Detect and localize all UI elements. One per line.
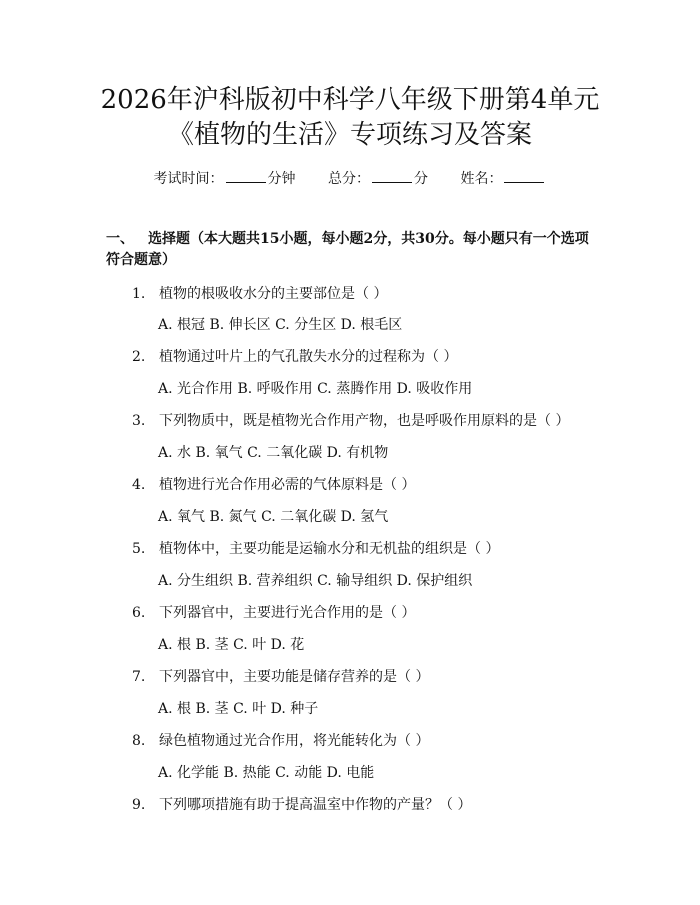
exam-info <box>0 168 700 189</box>
section-number: 一、 <box>106 231 134 247</box>
question-4 <box>132 475 612 495</box>
question-number: 2. <box>132 349 146 365</box>
question-text: 植物体中，主要功能是运输水分和无机盐的组织是（ ） <box>159 541 500 557</box>
question-4-options: A. 氧气 B. 氮气 C. 二氧化碳 D. 氢气 <box>158 509 389 525</box>
exam-name <box>460 168 546 189</box>
page-title-line-2: 《植物的生活》专项练习及答案 <box>167 120 532 150</box>
question-number: 9. <box>132 797 146 813</box>
exam-score <box>328 168 428 189</box>
exam-score-unit: 分 <box>414 171 428 187</box>
question-1 <box>132 284 612 304</box>
exam-score-blank <box>372 168 412 183</box>
question-number: 5. <box>132 541 146 557</box>
question-text: 植物进行光合作用必需的气体原料是（ ） <box>159 477 416 493</box>
question-2 <box>132 347 612 367</box>
question-text: 下列器官中，主要进行光合作用的是（ ） <box>159 605 416 621</box>
exam-name-label: 姓名： <box>460 171 503 187</box>
page-title-line-1: 2026年沪科版初中科学八年级下册第4单元 <box>100 85 600 115</box>
question-number: 4. <box>132 477 146 493</box>
section-text: 选择题（本大题共15小题，每小题2分，共30分。每小题只有一个选项符合题意） <box>106 231 589 268</box>
question-5-options: A. 分生组织 B. 营养组织 C. 输导组织 D. 保护组织 <box>158 573 473 589</box>
question-text: 绿色植物通过光合作用，将光能转化为（ ） <box>159 733 430 749</box>
question-5 <box>132 539 612 559</box>
exam-score-label: 总分： <box>328 171 370 187</box>
exam-time-unit: 分钟 <box>267 171 296 187</box>
question-8 <box>132 731 612 751</box>
question-text: 下列哪项措施有助于提高温室中作物的产量？（ ） <box>159 797 472 813</box>
question-number: 7. <box>132 669 146 685</box>
question-text: 植物通过叶片上的气孔散失水分的过程称为（ ） <box>159 349 458 365</box>
question-6 <box>132 603 612 623</box>
question-number: 3. <box>132 413 146 429</box>
question-6-options: A. 根 B. 茎 C. 叶 D. 花 <box>158 637 305 653</box>
exam-name-blank <box>504 168 544 183</box>
question-text: 下列器官中，主要功能是储存营养的是（ ） <box>159 669 430 685</box>
question-3 <box>132 411 612 431</box>
section-heading <box>106 229 601 271</box>
question-3-options: A. 水 B. 氧气 C. 二氧化碳 D. 有机物 <box>158 445 389 461</box>
question-number: 8. <box>132 733 146 749</box>
question-8-options: A. 化学能 B. 热能 C. 动能 D. 电能 <box>158 765 375 781</box>
exam-time-blank <box>226 168 266 183</box>
question-1-options: A. 根冠 B. 伸长区 C. 分生区 D. 根毛区 <box>158 317 403 333</box>
question-7-options: A. 根 B. 茎 C. 叶 D. 种子 <box>158 701 319 717</box>
question-text: 下列物质中，既是植物光合作用产物，也是呼吸作用原料的是（ ） <box>159 413 570 429</box>
question-number: 6. <box>132 605 146 621</box>
question-7 <box>132 667 612 687</box>
question-number: 1. <box>132 286 146 302</box>
question-9 <box>132 795 612 815</box>
exam-time-label: 考试时间： <box>153 171 224 187</box>
exam-time <box>154 168 296 189</box>
question-text: 植物的根吸收水分的主要部位是（ ） <box>159 286 388 302</box>
question-2-options: A. 光合作用 B. 呼吸作用 C. 蒸腾作用 D. 吸收作用 <box>158 381 473 397</box>
